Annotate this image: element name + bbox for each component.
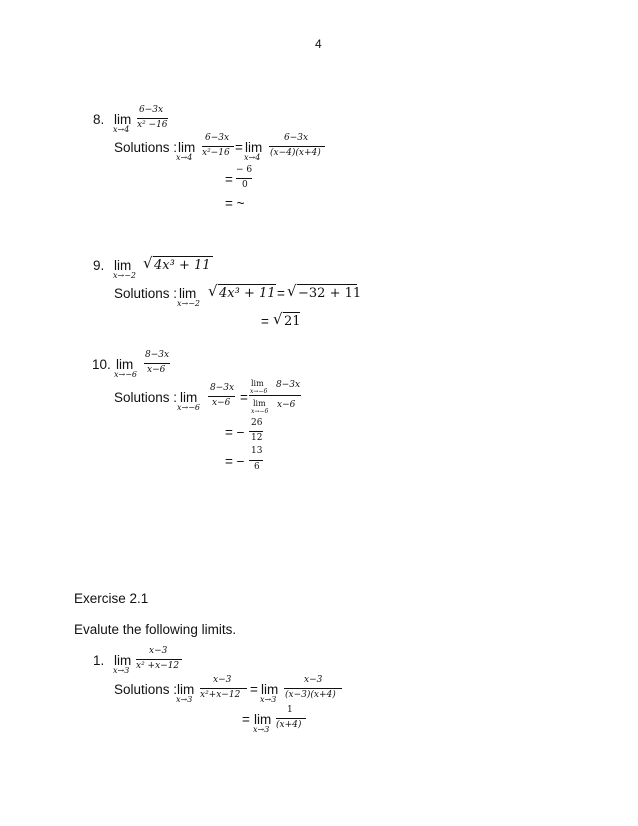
fraction-numerator: 6−3x — [284, 133, 309, 143]
fraction-bar — [137, 118, 168, 119]
fraction-bar — [284, 688, 342, 689]
radicand: 4x³ + 11 — [154, 258, 211, 273]
fraction-numerator: 8−3x — [276, 380, 301, 390]
lim-subscript: x→−6 — [250, 388, 268, 395]
fraction-denominator: (x−3)(x+4) — [285, 690, 336, 700]
lim-operator: lim — [245, 140, 263, 155]
lim-operator: lim — [178, 140, 196, 155]
lim-subscript: x→−6 — [251, 408, 269, 415]
fraction-numerator: 26 — [251, 418, 263, 428]
lim-subscript: x→3 — [113, 666, 130, 675]
fraction-denominator: x−6 — [212, 398, 231, 408]
lim-operator: lim — [253, 399, 266, 408]
lim-operator: lim — [254, 712, 272, 727]
lim-subscript: x→4 — [244, 153, 261, 162]
fraction-denominator: x−6 — [147, 365, 166, 375]
lim-subscript: x→3 — [176, 695, 193, 704]
fraction-bar — [276, 718, 306, 719]
lim-subscript: x→3 — [260, 695, 277, 704]
fraction-denominator: x² −16 — [137, 120, 168, 130]
fraction-bar — [249, 460, 263, 461]
fraction-bar — [136, 659, 182, 660]
radicand: 21 — [284, 314, 301, 329]
equals-sign: = — [242, 712, 250, 727]
fraction-numerator: x−3 — [213, 675, 232, 685]
fraction-numerator: 13 — [251, 446, 263, 456]
radical-overline — [283, 312, 300, 313]
fraction-denominator: x−6 — [277, 400, 296, 410]
fraction-numerator: 8−3x — [210, 383, 235, 393]
lim-operator: lim — [177, 682, 195, 697]
radical-overline — [218, 284, 276, 285]
lim-operator: lim — [251, 379, 264, 388]
lim-operator: lim — [116, 357, 134, 372]
solutions-label: Solutions : — [114, 140, 178, 155]
equals-sign: = — [277, 286, 285, 301]
problem-number: 8. — [93, 112, 105, 127]
lim-operator: lim — [114, 112, 132, 127]
lim-subscript: x→−2 — [113, 271, 137, 280]
lim-subscript: x→3 — [253, 725, 270, 734]
equals-sign: = — [250, 682, 258, 697]
solutions-label: Solutions : — [114, 682, 178, 697]
fraction-numerator: 8−3x — [145, 350, 170, 360]
result-line: = ~ — [225, 196, 245, 211]
fraction-denominator: (x+4) — [276, 720, 302, 730]
lim-operator: lim — [180, 390, 198, 405]
problem-number: 10. — [92, 357, 111, 372]
radicand: −32 + 11 — [298, 286, 362, 301]
radical-sign: √ — [287, 282, 297, 300]
fraction-bar — [202, 146, 234, 147]
radical-overline — [297, 284, 357, 285]
fraction-bar — [269, 146, 325, 147]
fraction-numerator: x−3 — [149, 646, 168, 656]
problem-number: 1. — [93, 653, 105, 668]
fraction-numerator: x−3 — [304, 675, 323, 685]
radical-overline — [153, 256, 213, 257]
fraction-numerator: − 6 — [236, 165, 253, 175]
solutions-label: Solutions : — [114, 286, 178, 301]
solutions-label: Solutions : — [114, 390, 178, 405]
fraction-bar — [144, 363, 170, 364]
fraction-denominator: x²+x−12 — [200, 690, 241, 700]
fraction-bar — [236, 178, 252, 179]
fraction-bar — [200, 688, 247, 689]
radicand: 4x³ + 11 — [219, 286, 276, 301]
fraction-bar — [249, 431, 263, 432]
lim-operator: lim — [114, 653, 132, 668]
lim-subscript: x→−6 — [114, 370, 138, 379]
equals-sign: = — [240, 390, 248, 405]
equals-sign: = − — [225, 425, 245, 440]
equals-sign: = — [261, 314, 269, 329]
fraction-bar — [208, 396, 235, 397]
lim-subscript: x→−6 — [177, 403, 201, 412]
fraction-denominator: x²−16 — [202, 148, 230, 158]
fraction-denominator: (x−4)(x+4) — [270, 148, 321, 158]
equals-sign: = − — [225, 454, 245, 469]
radical-sign: √ — [143, 254, 153, 272]
exercise-instruction: Evalute the following limits. — [74, 622, 237, 637]
lim-operator: lim — [114, 258, 132, 273]
fraction-denominator: 0 — [242, 180, 248, 190]
lim-operator: lim — [179, 286, 197, 301]
fraction-numerator: 1 — [287, 705, 293, 715]
fraction-numerator: 6−3x — [139, 105, 164, 115]
exercise-heading: Exercise 2.1 — [74, 591, 149, 606]
fraction-bar — [249, 395, 301, 396]
lim-subscript: x→4 — [176, 153, 193, 162]
lim-subscript: x→4 — [113, 125, 130, 134]
fraction-denominator: 12 — [251, 433, 263, 443]
fraction-denominator: x² +x−12 — [136, 661, 180, 671]
lim-operator: lim — [261, 682, 279, 697]
page-number: 4 — [315, 37, 322, 51]
lim-subscript: x→−2 — [177, 299, 201, 308]
fraction-numerator: 6−3x — [205, 133, 230, 143]
equals-sign: = — [225, 172, 233, 187]
problem-number: 9. — [93, 258, 105, 273]
radical-sign: √ — [208, 282, 218, 300]
equals-sign: = — [235, 140, 243, 155]
radical-sign: √ — [273, 310, 283, 328]
fraction-denominator: 6 — [254, 462, 260, 472]
